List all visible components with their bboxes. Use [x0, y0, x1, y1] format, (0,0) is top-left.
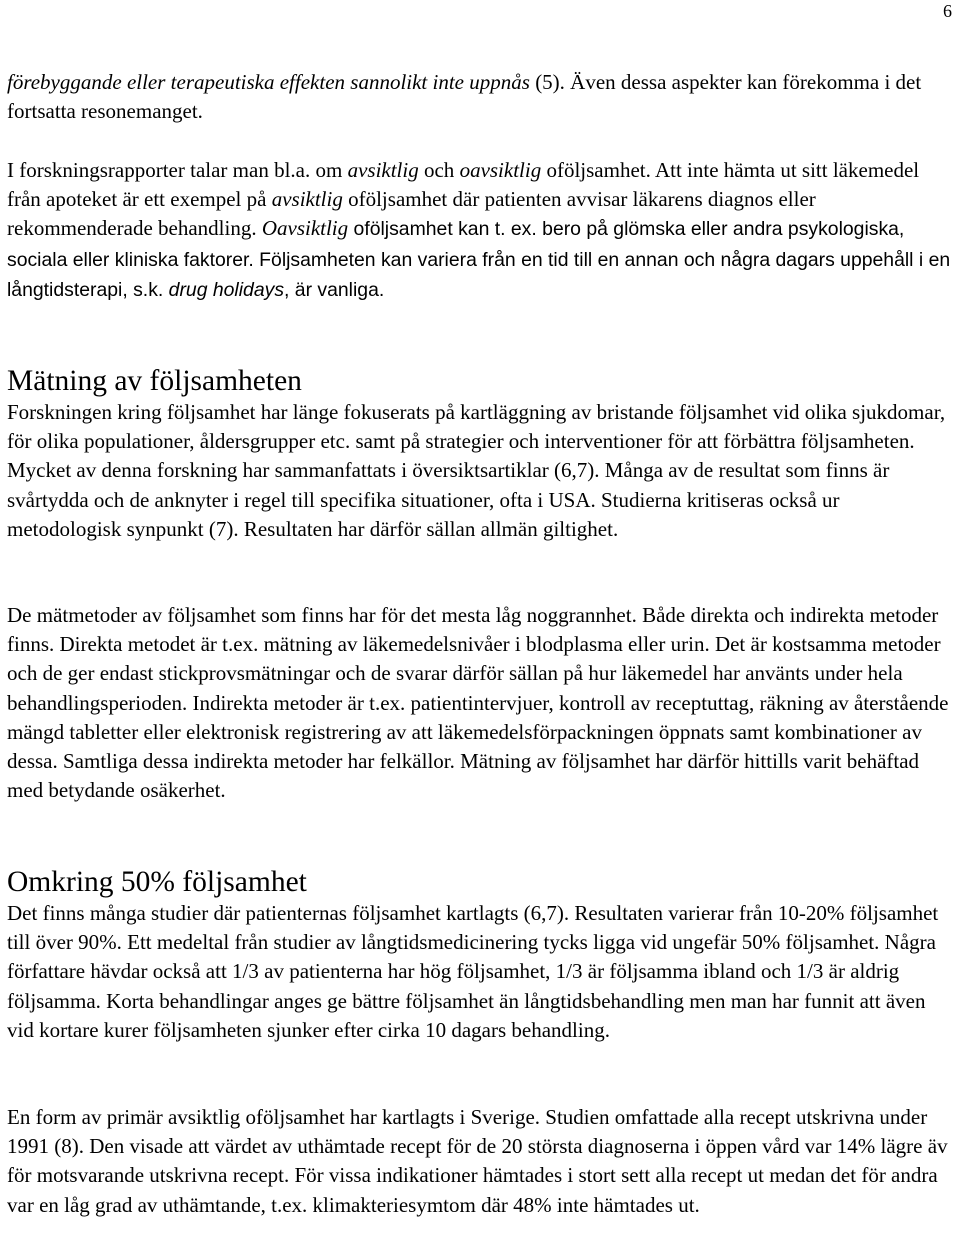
page-number: 6	[943, 1, 952, 21]
section1-paragraph-2: De mätmetoder av följsamhet som finns har för det mesta låg noggrannhet. Både direkta och indirekta metoder finns. Direkta metodet är t.ex. mätning av läkemedelsnivåer i blodplasma eller urin. Det är kostsamma metoder och de ger endast stickprovsmätningar och de svarar därför sällan på hur läkemedel har använts under hela behandlingsperioden. Indirekta metoder är t.ex. patientintervjuer, kontroll av receptuttag, räkning av återstående mängd tabletter eller elektronisk registrering av att läkemedelsförpackningen öppnats samt kombinationer av dessa. Samtliga dessa indirekta metoder har felkällor. Mätning av följsamhet har därför hittills varit behäftad med betydande osäkerhet.	[7, 603, 949, 803]
intro-p2-text-7: , är vanliga.	[284, 278, 385, 301]
intro-p2-term-drug-holidays: drug holidays	[168, 278, 285, 301]
intro-p2-text-2: och	[418, 158, 460, 182]
intro-p2-term-avsiktlig: avsiktlig	[347, 158, 419, 182]
intro-p2-text-3: oföljsamhet. Att inte hämta ut sitt läkemedel från apoteket är ett exempel på	[7, 158, 920, 212]
intro-p2-text-6: Följsamheten kan variera från en tid till en annan och några dagars uppehåll i en långtidsterapi, s.k.	[7, 248, 951, 301]
intro-p2-text-5: oföljsamhet kan t. ex. bero på glömska eller andra psykologiska, sociala eller kliniska faktorer.	[7, 218, 905, 271]
intro-p2-term-oavsiktlig: oavsiktlig	[459, 158, 542, 182]
intro-paragraph-2	[7, 156, 955, 305]
intro-p1-italic: förebyggande eller terapeutiska effekten sannolikt inte uppnås	[7, 70, 530, 94]
intro-p1-text: (5). Även dessa aspekter kan förekomma i det fortsatta resonemanget.	[7, 70, 922, 124]
section-heading-matning: Mätning av följsamheten	[7, 365, 302, 397]
intro-p2-term-oavsiktlig-2: Oavsiktlig	[261, 216, 349, 241]
intro-p2-text-1: I forskningsrapporter talar man bl.a. om	[7, 158, 348, 182]
intro-paragraph-1	[7, 68, 955, 126]
section1-paragraph-1: Forskningen kring följsamhet har länge fokuserats på kartläggning av bristande följsamhet vid olika sjukdomar, för olika populationer, åldersgrupper etc. samt på strategier och interventioner för att förbättra följsamheten. Mycket av denna forskning har sammanfattats i översiktsartiklar (6,7). Många av de resultat som finns är svårtydda och de anknyter i regel till specifika situationer, ofta i USA. Studierna kritiseras också ur metodologisk synpunkt (7). Resultaten har därför sällan allmän giltighet.	[7, 400, 946, 541]
section2-paragraph-1: Det finns många studier där patienternas följsamhet kartlagts (6,7). Resultaten varierar från 10-20% följsamhet till över 90%. Ett medeltal från studier av långtidsmedicinering tycks ligga vid ungefär 50% följsamhet. Några författare hävdar också att 1/3 av patienterna har hög följsamhet, 1/3 är följsamma ibland och 1/3 är aldrig följsamma. Korta behandlingar anges ge bättre följsamhet än långtidsbehandling men man har funnit att även vid kortare kurer följsamheten sjunker efter cirka 10 dagars behandling.	[7, 901, 939, 1042]
section-heading-omkring: Omkring 50% följsamhet	[7, 866, 307, 898]
intro-p2-term-avsiktlig-2: avsiktlig	[271, 187, 343, 212]
section2-paragraph-2: En form av primär avsiktlig oföljsamhet har kartlagts i Sverige. Studien omfattade alla recept utskrivna under 1991 (8). Den visade att värdet av uthämtade recept för de 20 största diagnoserna i öppen vård var 14% lägre äv för motsvarande utskrivna recept. För vissa indikationer hämtades i stort sett alla recept ut medan det för andra var en låg grad av uthämtande, t.ex. klimakteriesymtom där 48% inte hämtades ut.	[7, 1105, 948, 1217]
intro-p2-text-4: oföljsamhet där patienten avvisar läkarens diagnos eller rekommenderade behandling.	[7, 187, 816, 241]
